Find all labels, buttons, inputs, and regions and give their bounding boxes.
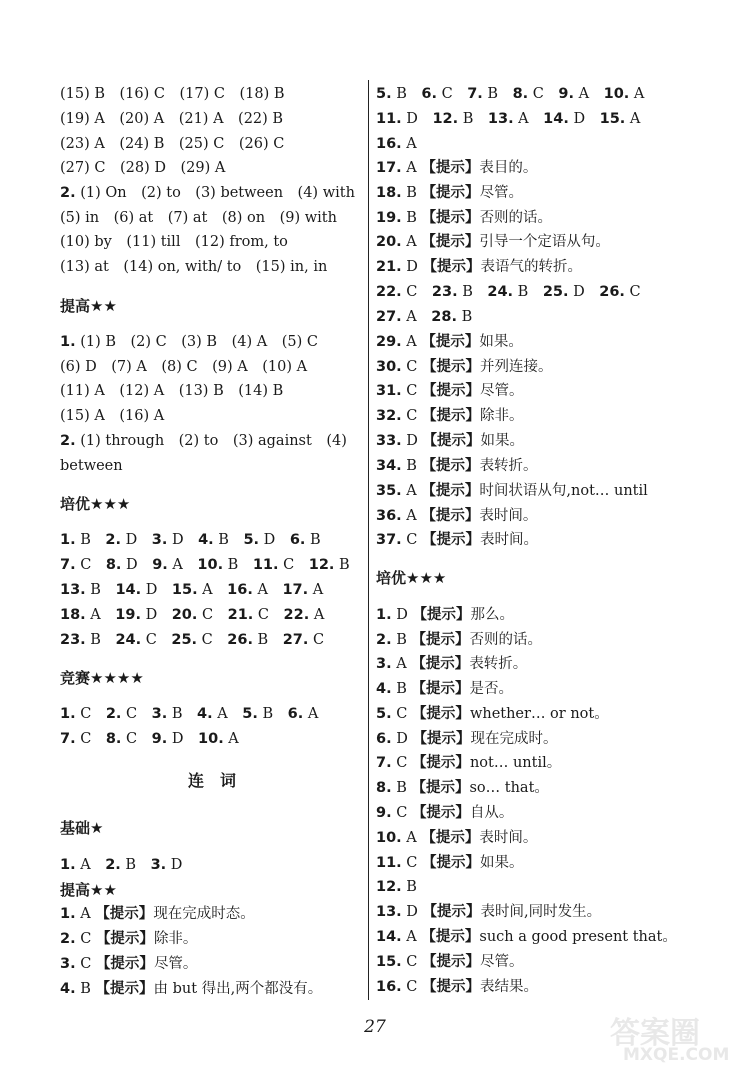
hint-label: 【提示】 <box>422 359 481 375</box>
answer-line: 21. D 【提示】表语气的转折。 <box>376 259 583 275</box>
answer-line: 14. A 【提示】such a good present that。 <box>376 929 677 945</box>
answer-line: 35. A 【提示】时间状语从句,not… until <box>376 483 648 499</box>
hint-label: 【提示】 <box>421 334 480 350</box>
answer-line: 3. A 【提示】表转折。 <box>376 656 528 672</box>
hint-label: 【提示】 <box>412 731 471 747</box>
answer-line: 37. C 【提示】表时间。 <box>376 532 539 548</box>
hint-label: 【提示】 <box>411 632 470 648</box>
answer-line: 13. D 【提示】表时间,同时发生。 <box>376 904 602 920</box>
answer-line: 36. A 【提示】表时间。 <box>376 508 538 524</box>
hint-label: 【提示】 <box>422 954 481 970</box>
section-title: 连词 <box>188 771 253 790</box>
hint-label: 【提示】 <box>95 906 154 922</box>
hint-label: 【提示】 <box>422 532 481 548</box>
section-heading: 培优★★★ <box>60 495 131 513</box>
hint-label: 【提示】 <box>422 979 481 995</box>
hint-label: 【提示】 <box>422 408 481 424</box>
hint-label: 【提示】 <box>411 656 470 672</box>
answer-line: (19) A (20) A (21) A (22) B <box>60 111 284 127</box>
answer-line: 3. C 【提示】尽管。 <box>60 956 198 972</box>
answer-line: (23) A (24) B (25) C (26) C <box>60 136 285 152</box>
answer-line: 1. C 2. C 3. B 4. A 5. B 6. A <box>60 706 319 722</box>
answer-line: 27. A 28. B <box>376 309 473 325</box>
answer-line: 18. A 19. D 20. C 21. C 22. A <box>60 607 325 623</box>
answer-line: 30. C 【提示】并列连接。 <box>376 359 553 375</box>
hint-label: 【提示】 <box>95 931 154 947</box>
answer-line: 34. B 【提示】表转折。 <box>376 458 538 474</box>
hint-label: 【提示】 <box>421 185 480 201</box>
hint-label: 【提示】 <box>422 855 481 871</box>
answer-line: 2. (1) On (2) to (3) between (4) with <box>60 185 355 201</box>
answer-line: 1. B 2. D 3. D 4. B 5. D 6. B <box>60 532 321 548</box>
answer-line: 2. C 【提示】除非。 <box>60 931 198 947</box>
hint-label: 【提示】 <box>422 383 481 399</box>
answer-line: 23. B 24. C 25. C 26. B 27. C <box>60 632 325 648</box>
answer-line: 5. C 【提示】whether… or not。 <box>376 706 609 722</box>
hint-label: 【提示】 <box>411 706 470 722</box>
answer-line: 29. A 【提示】如果。 <box>376 334 523 350</box>
hint-label: 【提示】 <box>422 904 481 920</box>
answer-line: (11) A (12) A (13) B (14) B <box>60 383 284 399</box>
answer-line: 10. A 【提示】表时间。 <box>376 830 538 846</box>
section-heading: 培优★★★ <box>376 569 447 587</box>
section-heading: 提高★★ <box>60 881 117 899</box>
watermark-url: MXQE.COM <box>623 1045 730 1065</box>
hint-label: 【提示】 <box>421 483 480 499</box>
answer-line: 33. D 【提示】如果。 <box>376 433 525 449</box>
hint-label: 【提示】 <box>411 681 470 697</box>
answer-line: 9. C 【提示】自从。 <box>376 805 514 821</box>
answer-line: (15) B (16) C (17) C (18) B <box>60 86 285 102</box>
column-divider <box>368 80 369 1000</box>
answer-line: 1. A 2. B 3. D <box>60 857 183 873</box>
answer-line: 5. B 6. C 7. B 8. C 9. A 10. A <box>376 86 645 102</box>
hint-label: 【提示】 <box>421 160 480 176</box>
hint-label: 【提示】 <box>95 956 154 972</box>
answer-line: 2. (1) through (2) to (3) against (4) <box>60 433 347 449</box>
hint-label: 【提示】 <box>421 929 480 945</box>
answer-line: 15. C 【提示】尽管。 <box>376 954 524 970</box>
answer-line: (6) D (7) A (8) C (9) A (10) A <box>60 359 308 375</box>
hint-label: 【提示】 <box>421 508 480 524</box>
answer-line: (10) by (11) till (12) from, to <box>60 234 288 250</box>
page-number: 27 <box>364 1017 386 1037</box>
section-heading: 提高★★ <box>60 297 117 315</box>
hint-label: 【提示】 <box>421 830 480 846</box>
answer-line: 11. C 【提示】如果。 <box>376 855 524 871</box>
answer-line: 16. C 【提示】表结果。 <box>376 979 539 995</box>
answer-line: 13. B 14. D 15. A 16. A 17. A <box>60 582 324 598</box>
hint-label: 【提示】 <box>412 607 471 623</box>
answer-line: 31. C 【提示】尽管。 <box>376 383 524 399</box>
answer-line: 7. C 8. C 9. D 10. A <box>60 731 239 747</box>
answer-line: 7. C 【提示】not… until。 <box>376 755 562 771</box>
hint-label: 【提示】 <box>411 755 470 771</box>
answer-line: between <box>60 458 123 474</box>
answer-line: 22. C 23. B 24. B 25. D 26. C <box>376 284 641 300</box>
section-heading: 基础★ <box>60 819 104 837</box>
watermark-logo: 答案圈 <box>610 1016 700 1051</box>
answer-line: (15) A (16) A <box>60 408 165 424</box>
answer-line: 4. B 【提示】由 but 得出,两个都没有。 <box>60 981 323 997</box>
answer-line: 16. A <box>376 136 417 152</box>
hint-label: 【提示】 <box>411 780 470 796</box>
answer-line: 1. A 【提示】现在完成时态。 <box>60 906 255 922</box>
answer-line: 1. (1) B (2) C (3) B (4) A (5) C <box>60 334 318 350</box>
hint-label: 【提示】 <box>421 458 480 474</box>
answer-line: 2. B 【提示】否则的话。 <box>376 632 542 648</box>
answer-line: 11. D 12. B 13. A 14. D 15. A <box>376 111 641 127</box>
hint-label: 【提示】 <box>422 433 481 449</box>
answer-line: (27) C (28) D (29) A <box>60 160 226 176</box>
answer-line: 7. C 8. D 9. A 10. B 11. C 12. B <box>60 557 350 573</box>
answer-line: 6. D 【提示】现在完成时。 <box>376 731 558 747</box>
answer-line: (5) in (6) at (7) at (8) on (9) with <box>60 210 337 226</box>
section-heading: 竞赛★★★★ <box>60 669 144 687</box>
answer-line: 1. D 【提示】那么。 <box>376 607 514 623</box>
answer-line: 20. A 【提示】引导一个定语从句。 <box>376 234 610 250</box>
answer-line: 8. B 【提示】so… that。 <box>376 780 549 796</box>
answer-line: 12. B <box>376 879 417 895</box>
answer-line: 32. C 【提示】除非。 <box>376 408 524 424</box>
answer-line: 17. A 【提示】表目的。 <box>376 160 538 176</box>
answer-line: 18. B 【提示】尽管。 <box>376 185 524 201</box>
hint-label: 【提示】 <box>421 210 480 226</box>
answer-line: 4. B 【提示】是否。 <box>376 681 513 697</box>
hint-label: 【提示】 <box>95 981 154 997</box>
hint-label: 【提示】 <box>411 805 470 821</box>
answer-line: (13) at (14) on, with/ to (15) in, in <box>60 259 328 275</box>
hint-label: 【提示】 <box>422 259 481 275</box>
answer-line: 19. B 【提示】否则的话。 <box>376 210 553 226</box>
hint-label: 【提示】 <box>421 234 480 250</box>
